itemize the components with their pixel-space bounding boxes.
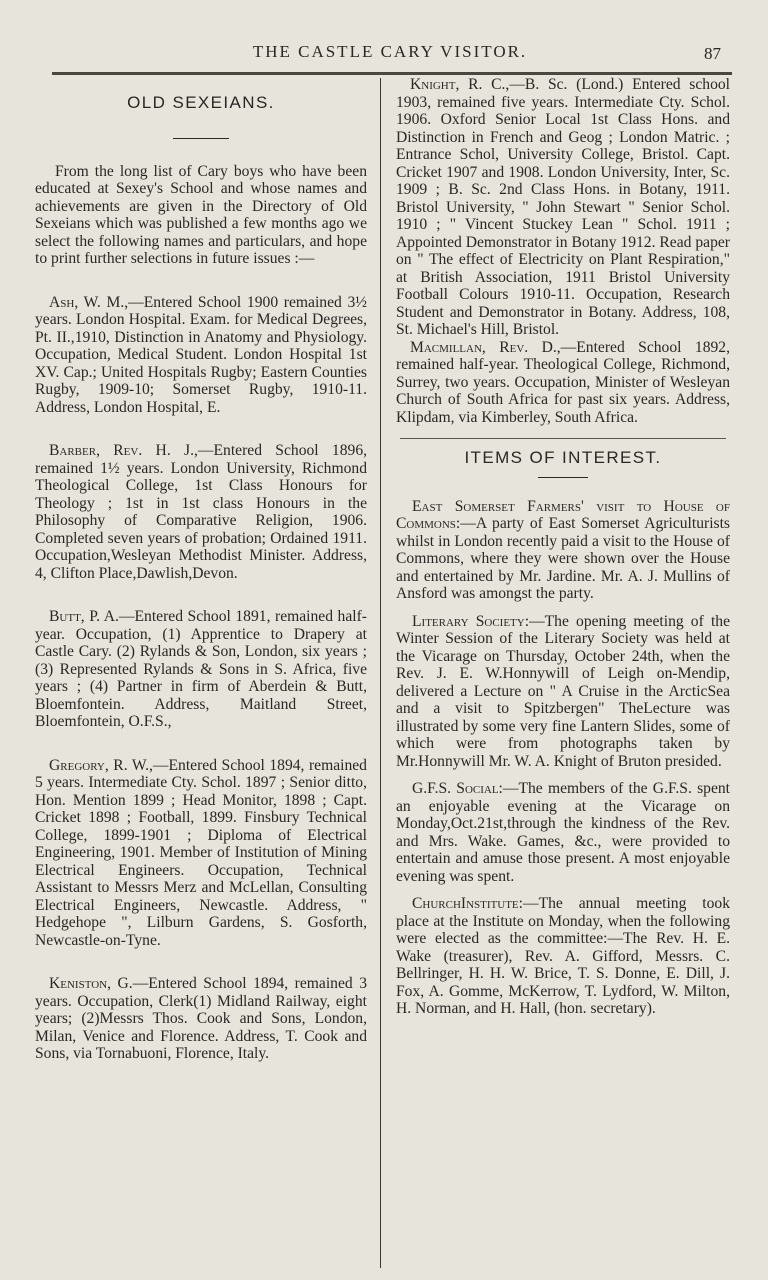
heading-rule xyxy=(538,477,588,478)
entry-text: —Entered School 1900 remained 3½ years. London Hospital. Exam. for Medical Degrees, Pt. II.,1910, Distinction in Anatomy and Physiology. Occupation, Medical Student. London Hospital 1st XV. Cap.; United Hospitals Rugby; Eastern Counties Rugby, 1909-10; Somerset Rugby, 1910-11. Address, London Hospital, E. xyxy=(35,293,367,416)
item-church-institute xyxy=(396,895,730,1018)
right-column xyxy=(396,76,730,1028)
entry-barber xyxy=(35,442,367,582)
entry-text: —Entered School 1892, remained half-year. Theological College, Richmond, Surrey, two years. Occupation, Minister of Wesleyan Church of South Africa for past six years. Address, Klipdam, via Kimberley, South Africa. xyxy=(396,338,730,426)
entry-text: —Entered School 1896, remained 1½ years. London University, Richmond Theological College, 1st Class Honours for Theology ; 1st in 1st class Honours in the Philosophy of Comparative Religion, 1906. Completed seven years of probation; Ordained 1911. Occupation,Wesleyan Methodist Minister. Address, 4, Clifton Place,Dawlish,Devon. xyxy=(35,442,368,582)
entry-text: —Entered School 1894, remained 3 years. Occupation, Clerk(1) Midland Railway, eight years; (2)Messrs Thos. Cook and Sons, London, Milan, Venice and Florence. Address, T. Cook and Sons, via Tornabuoni, Florence, Italy. xyxy=(35,975,367,1062)
entry-gregory xyxy=(35,757,367,950)
item-title: East Somerset Farmers' visit to House of Commons: xyxy=(396,497,730,532)
header-rule xyxy=(52,72,732,75)
entry-text: —B. Sc. (Lond.) Entered school 1903, remained five years. Intermediate Cty. Schol. 1906. Oxford Senior Local 1st Class Hons. and Distinction in French and Geog ; London Matric. ; Entrance Schol, University College, Bristol. Capt. Cricket 1907 and 1908. London University, Inter, Sc. 1909 ; B. Sc. 2nd Class Hons. in Botany, 1911. Bristol University, " John Stewart " Senior Schol. 1910 ; " Vincent Stuckey Lean " Schol. 1911 ; Appointed Demonstrator in Botany 1912. Read paper on " The effect of Electricity on Plant Respiration," at British Association, 1911 Bristol University Football Colours 1910-11. Occupation, Research Student and Demonstrator in Botany. Address, 108, St. Michael's Hill, Bristol. xyxy=(396,76,730,338)
intro-paragraph: From the long list of Cary boys who have been educated at Sexey's School and whose names and achievements are given in the Directory of Old Sexeians which was published a few months ago we select the following names and particulars, and hope to print further selections in future issues :— xyxy=(35,162,367,267)
entry-text: —Entered School 1894, remained 5 years. Intermediate Cty. Schol. 1897 ; Senior ditto, Hon. Mention 1899 ; Head Monitor, 1898 ; Capt. Cricket 1898 ; Football, 1899. Finsbury Technical College, 1899-1901 ; Diploma of Electrical Engineering, 1901. Member of Institution of Mining Electrical Engineers. Occupation, Technical Assistant to Messrs Merz and McLellan, Consulting Electrical Engineers, Newcastle. Address, " Hedgehope ", Lilburn Gardens, S. Gosforth, Newcastle-on-Tyne. xyxy=(35,756,367,949)
page-number: 87 xyxy=(704,44,721,63)
item-text: —The members of the G.F.S. spent an enjoyable evening at the Vicarage on Monday,Oct.21st,through the kindness of the Rev. and Mrs. Wake. Games, &c., were provided to entertain and amuse those present. A most enjoyable evening was spent. xyxy=(396,780,730,885)
item-text: —The annual meeting took place at the Institute on Monday, when the following were elected as the committee:—The Rev. H. E. Wake (treasurer), Rev. A. Gifford, Messrs. C. Bellringer, H. H. W. Brice, T. S. Donne, E. Dill, J. Fox, A. Gomme, McKerrow, T. Lydford, W. Milton, H. Norman, and H. Hall, (hon. secretary). xyxy=(396,895,730,1017)
item-title: Literary Society: xyxy=(412,612,530,630)
entry-name: Barber, Rev. H. J., xyxy=(49,442,198,459)
section-rule xyxy=(400,438,726,439)
item-title: ChurchInstitute: xyxy=(412,895,523,912)
item-gfs-social xyxy=(396,780,730,885)
entry-name: Gregory, R. W., xyxy=(49,756,153,774)
items-of-interest-heading: ITEMS OF INTEREST. xyxy=(464,448,662,467)
item-farmers-visit xyxy=(396,498,730,603)
entry-knight xyxy=(396,76,730,339)
old-sexeians-heading: OLD SEXEIANS. xyxy=(127,93,275,112)
item-text: —A party of East Somerset Agriculturists whilst in London recently paid a visit to the House of Commons, where they were shown over the House and entertained by Mr. Jardine. Mr. A. J. Mullins of Ansford was amongst the party. xyxy=(396,515,730,602)
entry-name: Knight, R. C., xyxy=(410,76,510,93)
entry-macmillan xyxy=(396,339,730,427)
heading-rule xyxy=(173,138,229,139)
entry-name: Butt, P. A. xyxy=(49,608,119,625)
entry-butt xyxy=(35,608,367,731)
entry-text: —Entered School 1891, remained half-year. Occupation, (1) Apprentice to Drapery at Castle Cary. (2) Rylands & Son, London, six years ; (3) Represented Rylands & Sons in S. Africa, five years ; (4) Partner in firm of Aberdein & Butt, Bloemfontein. Address, Maitland Street, Bloemfontein, O.F.S., xyxy=(35,608,367,730)
running-head xyxy=(0,38,768,68)
item-title: G.F.S. Social: xyxy=(412,780,503,797)
entry-name: Keniston, G. xyxy=(49,975,133,992)
item-text: —The opening meeting of the Winter Session of the Literary Society was held at the Vicarage on Thursday, October 24th, when the Rev. J. E. W.Honnywill of Leigh on-Mendip, delivered a Lecture on " A Cruise in the ArcticSea and a visit to Spitzbergen" TheLecture was illustrated by some very fine Lantern Slides, some of which were from photographs taken by Mr.Honnywill Mr. W. A. Knight of Bruton presided. xyxy=(396,612,730,770)
left-column xyxy=(35,88,367,1089)
entry-ash xyxy=(35,294,367,417)
entry-name: Ash, W. M., xyxy=(49,293,129,311)
column-divider xyxy=(380,78,381,1268)
entry-keniston xyxy=(35,975,367,1063)
item-literary-society xyxy=(396,613,730,771)
running-title: THE CASTLE CARY VISITOR. xyxy=(252,42,528,61)
entry-name: Macmillan, Rev. D., xyxy=(410,338,561,356)
